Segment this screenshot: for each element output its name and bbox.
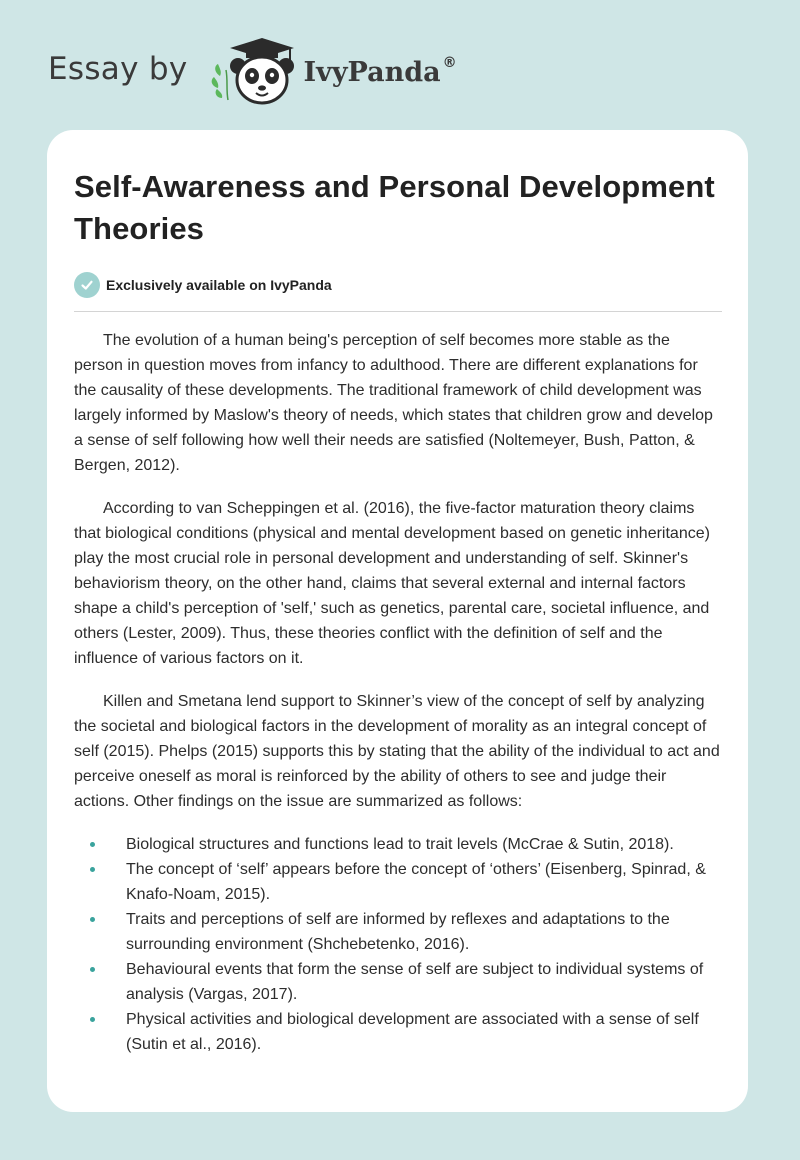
site-header xyxy=(48,36,457,108)
list-item xyxy=(74,832,722,857)
list-item xyxy=(74,1007,722,1057)
essay-by-label: Essay by xyxy=(48,51,188,87)
registered-mark: ® xyxy=(442,54,457,71)
list-item-text: Biological structures and functions lead to trait levels (McCrae & Sutin, 2018). xyxy=(126,836,674,853)
bullet-icon xyxy=(90,842,95,847)
bullet-icon xyxy=(90,1017,95,1022)
list-item xyxy=(74,957,722,1007)
essay-card xyxy=(47,130,748,1112)
brand-name[interactable] xyxy=(303,54,457,88)
bullet-icon xyxy=(90,917,95,922)
list-item xyxy=(74,857,722,907)
list-item-text: Traits and perceptions of self are informed by reflexes and adaptations to the surrounding environment (Shchebetenko, 2016). xyxy=(126,911,670,953)
paragraph: According to van Scheppingen et al. (2016), the five-factor maturation theory claims that biological conditions (physical and mental development based on genetic inheritance) play the most crucial role in personal development and understanding of self. Skinner's behaviorism theory, on the other hand, claims that several external and internal factors shape a child's perception of 'self,' such as genetics, parental care, societal influence, and others (Lester, 2009). Thus, these theories conflict with the definition of self and the influence of various factors on it. xyxy=(74,500,710,667)
bullet-icon xyxy=(90,967,95,972)
paragraph: Killen and Smetana lend support to Skinner’s view of the concept of self by analyzing the societal and biological factors in the development of morality as an integral concept of self (2015). Phelps (2015) supports this by stating that the ability of the individual to act and perceive oneself as moral is reinforced by the ability of others to see and judge their actions. Other findings on the issue are summarized as follows: xyxy=(74,693,720,810)
list-item-text: The concept of ‘self’ appears before the concept of ‘others’ (Eisenberg, Spinrad, & Knafo-Noam, 2015). xyxy=(126,861,706,903)
divider xyxy=(74,311,722,312)
check-circle-icon xyxy=(74,272,100,298)
paragraph: The evolution of a human being's perception of self becomes more stable as the person in question moves from infancy to adulthood. There are different explanations for the causality of these developments. The traditional framework of child development was largely informed by Maslow's theory of needs, which states that children grow and develop a sense of self following how well their needs are satisfied (Noltemeyer, Bush, Patton, & Bergen, 2012). xyxy=(74,332,713,474)
brand-text: IvyPanda xyxy=(303,56,441,88)
exclusive-badge xyxy=(74,272,722,298)
essay-title: Self-Awareness and Personal Development Theories xyxy=(74,169,715,246)
findings-list xyxy=(74,832,722,1057)
list-item-text: Behavioural events that form the sense of self are subject to individual systems of analysis (Vargas, 2017). xyxy=(126,961,704,1003)
exclusive-badge-label: Exclusively available on IvyPanda xyxy=(106,277,332,293)
essay-body xyxy=(74,328,722,1057)
list-item-text: Physical activities and biological development are associated with a sense of self (Sutin et al., 2016). xyxy=(126,1011,699,1053)
panda-graduation-logo-icon[interactable] xyxy=(206,36,298,108)
list-item xyxy=(74,907,722,957)
bullet-icon xyxy=(90,867,95,872)
